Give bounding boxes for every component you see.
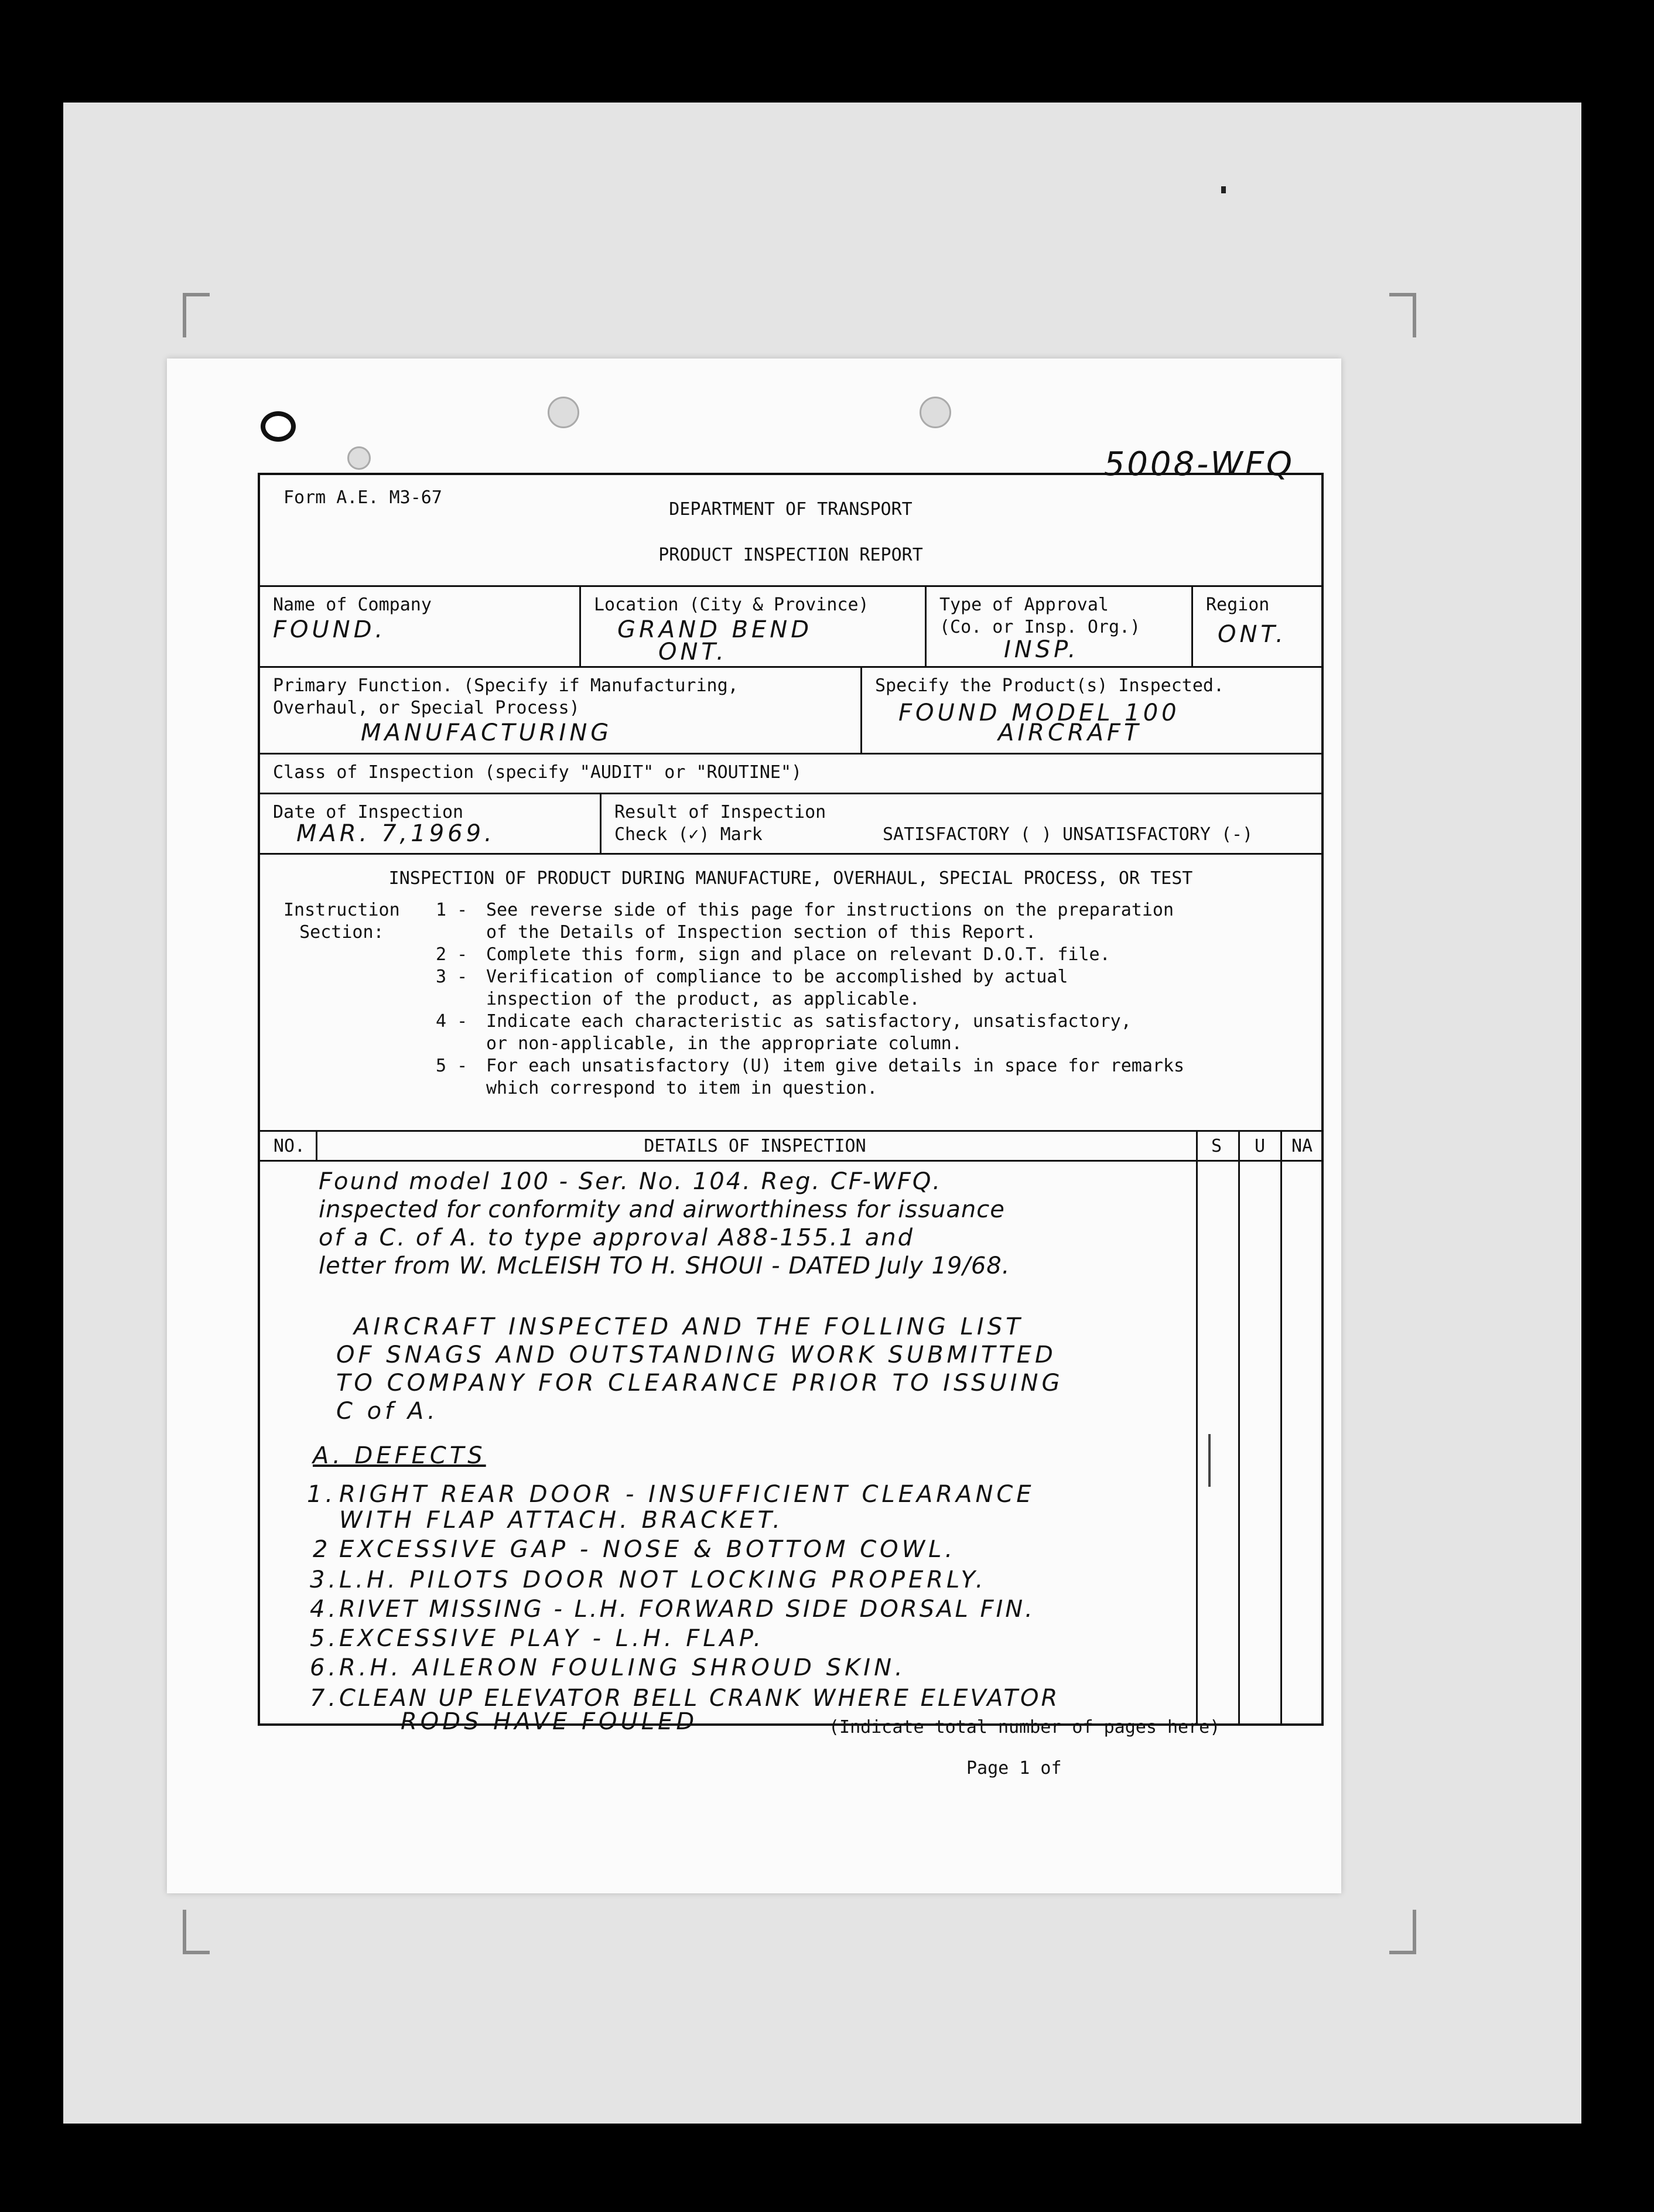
instruction-text: which correspond to item in question. bbox=[486, 1078, 878, 1098]
column-divider bbox=[1196, 1132, 1198, 1723]
region-value: ONT. bbox=[1218, 621, 1287, 648]
snag-note-line: OF SNAGS AND OUTSTANDING WORK SUBMITTED bbox=[336, 1341, 1057, 1368]
crop-mark-bottom-right bbox=[1389, 1910, 1416, 1954]
function-cell bbox=[260, 668, 860, 753]
form-header bbox=[260, 475, 1321, 587]
function-label: Primary Function. (Specify if Manufacturing, bbox=[273, 675, 739, 696]
location-cell bbox=[579, 587, 925, 666]
snag-note-line: TO COMPANY FOR CLEARANCE PRIOR TO ISSUING bbox=[336, 1370, 1064, 1397]
defect-number: 3. bbox=[310, 1566, 340, 1593]
defect-text: CLEAN UP ELEVATOR BELL CRANK WHERE ELEVATOR bbox=[339, 1685, 1060, 1712]
crop-mark-top-left bbox=[183, 293, 210, 337]
column-divider bbox=[1238, 1132, 1240, 1723]
instruction-item bbox=[436, 966, 1184, 1011]
location-value-province: ONT. bbox=[658, 639, 727, 665]
company-cell bbox=[260, 587, 579, 666]
date-value: MAR. 7,1969. bbox=[296, 820, 495, 847]
instruction-label-line2: Section: bbox=[299, 922, 384, 943]
company-label: Name of Company bbox=[273, 595, 432, 615]
class-label: Class of Inspection (specify "AUDIT" or "ROUTINE") bbox=[273, 762, 802, 783]
approval-label: Type of Approval bbox=[939, 595, 1109, 615]
details-intro-line: of a C. of A. to type approval A88-155.1 and bbox=[319, 1224, 914, 1251]
department-name: DEPARTMENT OF TRANSPORT bbox=[669, 499, 913, 520]
result-options: SATISFACTORY ( ) UNSATISFACTORY (-) bbox=[883, 824, 1253, 845]
page-number: Page 1 of bbox=[966, 1758, 1062, 1779]
products-cell bbox=[860, 668, 1321, 753]
scan-speck bbox=[1221, 186, 1226, 193]
location-label: Location (City & Province) bbox=[594, 595, 869, 615]
instruction-heading: INSPECTION OF PRODUCT DURING MANUFACTURE, OVERHAUL, SPECIAL PROCESS, OR TEST bbox=[388, 868, 1193, 889]
details-intro-line: letter from W. McLEISH TO H. SHOUI - DATED July 19/68. bbox=[319, 1252, 1010, 1279]
column-divider bbox=[1280, 1132, 1282, 1723]
instruction-number: 1 - bbox=[436, 900, 468, 920]
products-value-line2: AIRCRAFT bbox=[998, 719, 1142, 746]
instruction-item bbox=[436, 1011, 1184, 1055]
details-intro-line: Found model 100 - Ser. No. 104. Reg. CF-WFQ. bbox=[319, 1168, 942, 1195]
defect-text: EXCESSIVE PLAY - L.H. FLAP. bbox=[339, 1625, 765, 1652]
instruction-item bbox=[436, 944, 1184, 966]
instruction-number: 4 - bbox=[436, 1011, 468, 1032]
defect-number: 7. bbox=[310, 1685, 340, 1712]
instruction-text: See reverse side of this page for instructions on the preparation bbox=[486, 900, 1174, 920]
defect-number: 2 bbox=[313, 1536, 332, 1563]
result-label-sub: Check (✓) Mark bbox=[614, 824, 763, 845]
class-row bbox=[260, 755, 1321, 794]
region-cell bbox=[1191, 587, 1321, 666]
instruction-section bbox=[260, 855, 1321, 1132]
instruction-number: 5 - bbox=[436, 1056, 468, 1076]
defect-text: R.H. AILERON FOULING SHROUD SKIN. bbox=[339, 1654, 906, 1681]
punch-hole-icon bbox=[261, 411, 296, 442]
instruction-text: For each unsatisfactory (U) item give details in space for remarks bbox=[486, 1056, 1185, 1076]
punch-hole-icon bbox=[347, 446, 371, 470]
instruction-text: of the Details of Inspection section of this Report. bbox=[486, 922, 1037, 943]
defect-number: 1. bbox=[307, 1481, 337, 1508]
defect-number: 4. bbox=[310, 1596, 340, 1623]
products-label: Specify the Product(s) Inspected. bbox=[875, 675, 1225, 696]
scan-rule-mark bbox=[1208, 1434, 1211, 1487]
function-row bbox=[260, 668, 1321, 755]
column-u: U bbox=[1254, 1136, 1266, 1156]
defects-title: A. DEFECTS bbox=[313, 1442, 486, 1469]
column-divider bbox=[316, 1132, 317, 1160]
class-cell bbox=[260, 755, 1321, 793]
instruction-label-line1: Instruction bbox=[283, 900, 400, 920]
punch-hole-icon bbox=[920, 397, 951, 428]
defect-text: L.H. PILOTS DOOR NOT LOCKING PROPERLY. bbox=[339, 1566, 987, 1593]
defect-text: WITH FLAP ATTACH. BRACKET. bbox=[339, 1507, 784, 1534]
location-value-city: GRAND BEND bbox=[617, 616, 813, 643]
instruction-text: Complete this form, sign and place on relevant D.O.T. file. bbox=[486, 944, 1110, 965]
company-value: FOUND. bbox=[273, 616, 387, 643]
column-s: S bbox=[1211, 1136, 1222, 1156]
column-no: NO. bbox=[273, 1136, 306, 1156]
pages-note: (Indicate total number of pages here) bbox=[829, 1717, 1221, 1737]
report-page bbox=[167, 359, 1341, 1893]
punch-hole-icon bbox=[548, 397, 579, 428]
form-number: Form A.E. M3-67 bbox=[283, 487, 442, 508]
result-label: Result of Inspection bbox=[614, 802, 826, 822]
approval-cell bbox=[925, 587, 1191, 666]
region-label: Region bbox=[1206, 595, 1270, 615]
details-intro-line: inspected for conformity and airworthiness for issuance bbox=[319, 1196, 1005, 1223]
instruction-label bbox=[283, 899, 400, 944]
instruction-number: 2 - bbox=[436, 944, 468, 965]
function-label-sub: Overhaul, or Special Process) bbox=[273, 698, 580, 718]
crop-mark-top-right bbox=[1389, 293, 1416, 337]
defect-text: EXCESSIVE GAP - NOSE & BOTTOM COWL. bbox=[339, 1536, 956, 1563]
function-value: MANUFACTURING bbox=[361, 719, 613, 746]
defect-number: 5. bbox=[310, 1625, 340, 1652]
instruction-text: inspection of the product, as applicable. bbox=[486, 989, 920, 1009]
defect-number: 6. bbox=[310, 1654, 340, 1681]
snag-note-line: C of A. bbox=[336, 1398, 439, 1425]
instruction-item bbox=[436, 899, 1184, 944]
defect-text: RIGHT REAR DOOR - INSUFFICIENT CLEARANCE bbox=[339, 1481, 1035, 1508]
date-cell bbox=[260, 794, 600, 853]
date-row bbox=[260, 794, 1321, 855]
date-label: Date of Inspection bbox=[273, 802, 464, 822]
approval-value: INSP. bbox=[1004, 636, 1079, 663]
instruction-number: 3 - bbox=[436, 967, 468, 987]
instruction-text: or non-applicable, in the appropriate column. bbox=[486, 1033, 962, 1054]
company-row bbox=[260, 587, 1321, 668]
instruction-text: Indicate each characteristic as satisfactory, unsatisfactory, bbox=[486, 1011, 1132, 1032]
file-reference: 5008-WFQ bbox=[1103, 445, 1294, 483]
report-title: PRODUCT INSPECTION REPORT bbox=[658, 545, 923, 565]
crop-mark-bottom-left bbox=[183, 1910, 210, 1954]
result-cell bbox=[600, 794, 1321, 853]
snag-note-line: AIRCRAFT INSPECTED AND THE FOLLING LIST bbox=[354, 1313, 1024, 1340]
details-header bbox=[260, 1132, 1321, 1162]
defect-text: RIVET MISSING - L.H. FORWARD SIDE DORSAL FIN. bbox=[339, 1596, 1035, 1623]
products-value: FOUND MODEL 100 bbox=[898, 699, 1180, 726]
column-na: NA bbox=[1291, 1136, 1313, 1156]
instruction-list bbox=[436, 899, 1184, 1100]
approval-label-sub: (Co. or Insp. Org.) bbox=[939, 617, 1141, 637]
column-details: DETAILS OF INSPECTION bbox=[644, 1136, 866, 1156]
defect-text: RODS HAVE FOULED bbox=[401, 1708, 698, 1735]
instruction-item bbox=[436, 1055, 1184, 1100]
instruction-text: Verification of compliance to be accomplished by actual bbox=[486, 967, 1068, 987]
